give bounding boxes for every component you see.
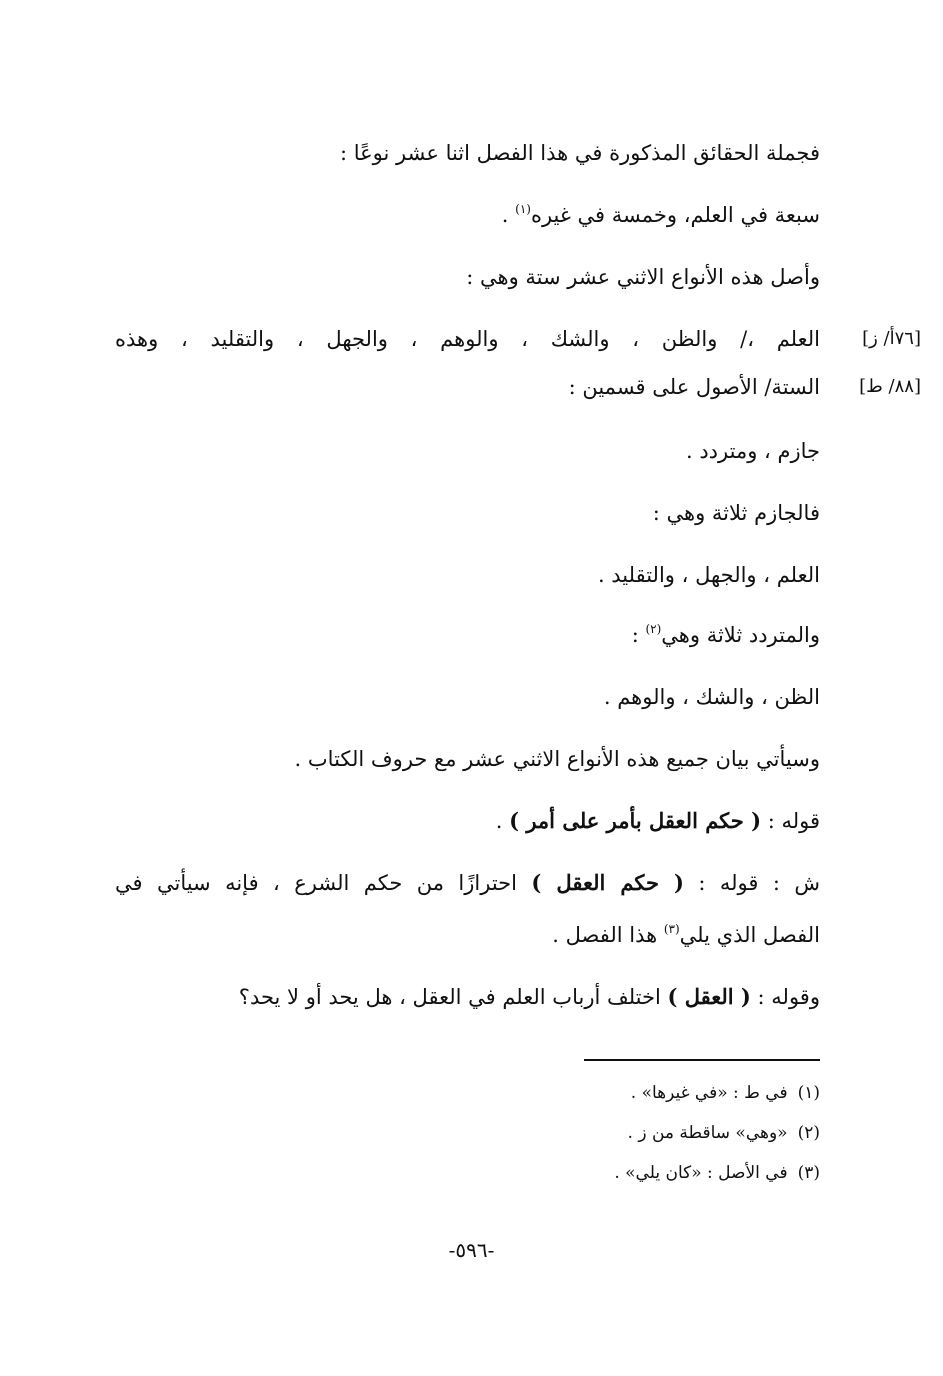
text-line	[239, 982, 820, 1012]
text-segment: :	[631, 623, 646, 647]
text-line: فجملة الحقائق المذكورة في هذا الفصل اثنا عشر نوعًا :	[340, 141, 820, 165]
footnote	[614, 1160, 820, 1186]
quoted-matn: ( حكم العقل بأمر على أمر )	[509, 808, 762, 833]
text-segment: اختلف أرباب العلم في العقل ، هل يحد أو لا يحد؟	[238, 985, 668, 1009]
text-segment: ش : قوله :	[683, 871, 820, 895]
text-segment: .	[501, 203, 516, 227]
margin-note: [٨٨/ ط]	[859, 376, 921, 397]
text-line: العلم ، والجهل ، والتقليد .	[597, 563, 820, 587]
text-line	[496, 806, 820, 836]
footnote-ref[interactable]: (١)	[515, 202, 531, 216]
text-segment: والمتردد ثلاثة وهي	[661, 623, 820, 647]
text-segment: قوله :	[761, 809, 820, 833]
footnote	[628, 1120, 820, 1146]
footnote-number: (٣)	[797, 1163, 820, 1183]
text-segment: سبعة في العلم، وخمسة في غيره	[530, 203, 820, 227]
text-line: الستة/ الأصول على قسمين :	[568, 375, 820, 399]
text-line: وسيأتي بيان جميع هذه الأنواع الاثني عشر مع حروف الكتاب .	[294, 747, 820, 771]
footnote	[631, 1080, 820, 1106]
text-segment: احترازًا من حكم الشرع ، فإنه سيأتي في	[115, 871, 532, 895]
quoted-matn: ( حكم العقل )	[531, 870, 684, 895]
page-number: -٥٩٦-	[448, 1238, 495, 1262]
text-segment: هذا الفصل .	[552, 923, 664, 947]
text-segment: .	[495, 809, 510, 833]
text-line: العلم ،/ والظن ، والشك ، والوهم ، والجهل ، والتقليد ، وهذه	[115, 327, 820, 351]
text-line	[502, 200, 820, 230]
footnote-ref[interactable]: (٣)	[663, 922, 680, 936]
text-line: الظن ، والشك ، والوهم .	[603, 685, 820, 709]
text-segment: وقوله :	[750, 985, 820, 1009]
text-line	[115, 868, 820, 898]
footnote-number: (٢)	[797, 1123, 820, 1143]
footnote-ref[interactable]: (٢)	[645, 622, 662, 636]
footnote-text: في الأصل : «كان يلي» .	[614, 1163, 788, 1183]
footnote-text: «وهي» ساقطة من ز .	[627, 1123, 788, 1143]
text-segment: الفصل الذي يلي	[679, 923, 820, 947]
footnote-text: في ط : «في غيرها» .	[630, 1083, 788, 1103]
text-line: جازم ، ومتردد .	[685, 439, 820, 463]
text-line: فالجازم ثلاثة وهي :	[652, 501, 820, 525]
quoted-matn: ( العقل )	[667, 984, 751, 1009]
footnote-number: (١)	[797, 1083, 820, 1103]
footnote-separator	[584, 1059, 820, 1061]
margin-note: [٧٦أ/ ز]	[862, 328, 921, 349]
text-line	[552, 920, 820, 950]
text-line: وأصل هذه الأنواع الاثني عشر ستة وهي :	[466, 265, 820, 289]
text-line	[632, 620, 820, 650]
